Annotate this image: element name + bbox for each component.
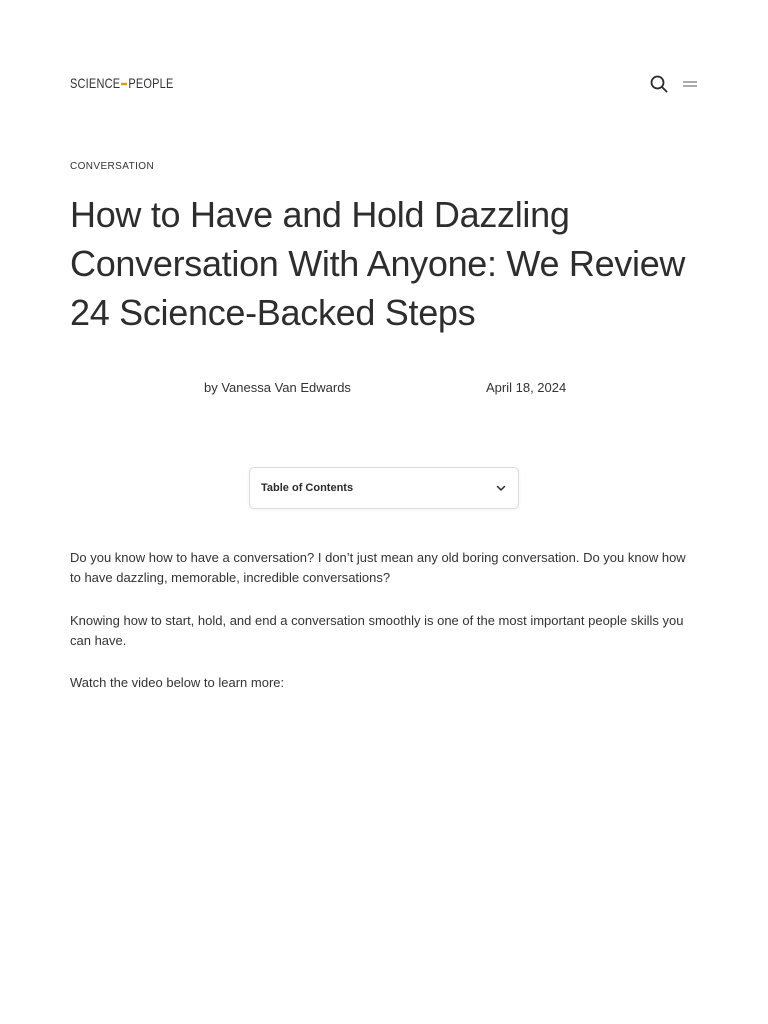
article-title: How to Have and Hold Dazzling Conversation With Anyone: We Review 24 Science-Backed Steps (70, 194, 686, 333)
article-author[interactable]: by Vanessa Van Edwards (204, 380, 351, 395)
search-icon[interactable] (650, 75, 668, 93)
site-logo[interactable] (70, 77, 174, 92)
article-category[interactable]: CONVERSATION (70, 161, 155, 172)
hamburger-menu-icon[interactable] (682, 79, 698, 89)
logo-text-right: PEOPLE (128, 76, 174, 92)
table-of-contents-toggle[interactable] (249, 467, 519, 509)
paragraph-intro: Do you know how to have a conversation? I don’t just mean any old boring conversation. Do you know how to have dazzling, memorable, incredible conversations? (70, 550, 686, 585)
logo-separator (121, 83, 127, 86)
paragraph-skills: Knowing how to start, hold, and end a conversation smoothly is one of the most important people skills you can have. (70, 613, 684, 648)
toc-label: Table of Contents (261, 482, 354, 494)
header-actions (650, 75, 698, 93)
chevron-down-icon (496, 479, 506, 497)
logo-text-left: SCIENCE (70, 76, 121, 92)
paragraph-video-intro: Watch the video below to learn more: (70, 675, 285, 690)
site-header (70, 66, 698, 102)
article-date: April 18, 2024 (486, 380, 567, 395)
